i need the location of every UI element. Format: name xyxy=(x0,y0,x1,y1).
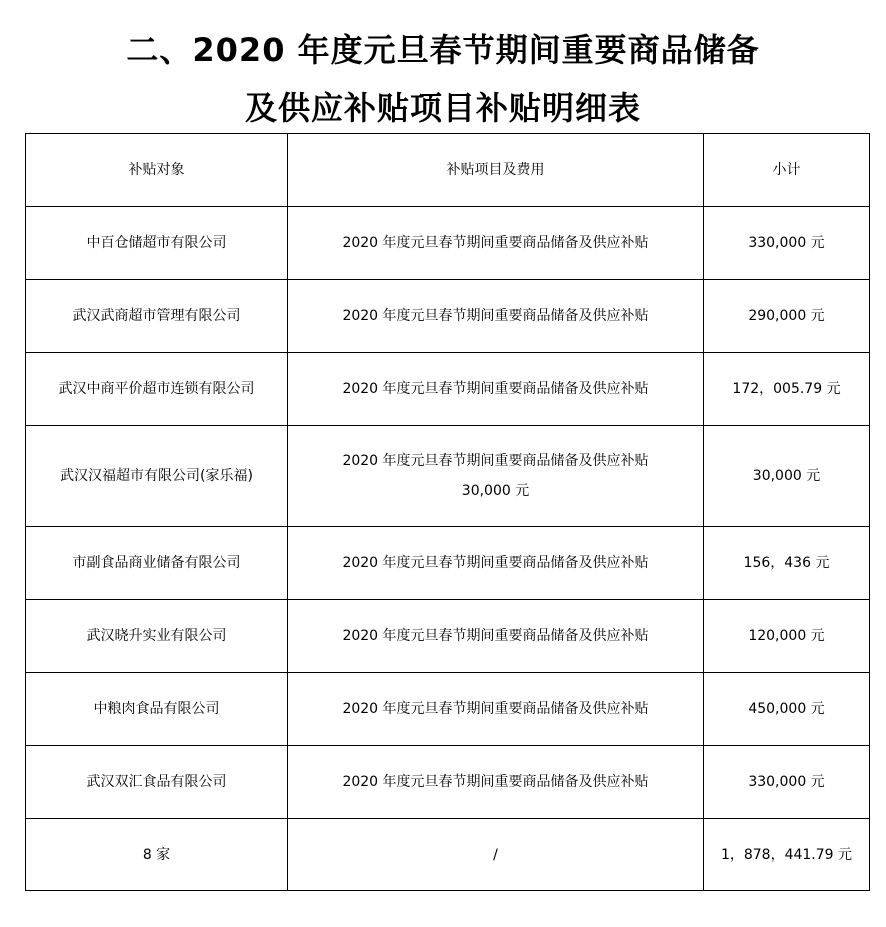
table-row xyxy=(26,426,870,527)
cell-item: 2020 年度元旦春节期间重要商品储备及供应补贴 xyxy=(288,353,704,426)
header-subtotal: 小计 xyxy=(704,134,870,207)
cell-item-text: 2020 年度元旦春节期间重要商品储备及供应补贴 xyxy=(342,453,649,469)
cell-item-amount: 30,000 元 xyxy=(461,483,530,499)
table-row xyxy=(26,600,870,673)
cell-target: 中粮肉食品有限公司 xyxy=(26,673,288,746)
cell-target: 中百仓储超市有限公司 xyxy=(26,207,288,280)
table-row xyxy=(26,673,870,746)
total-item: / xyxy=(288,819,704,891)
cell-subtotal: 30,000 元 xyxy=(704,426,870,527)
table-header-row xyxy=(26,134,870,207)
subsidy-detail-table xyxy=(25,133,870,891)
cell-item: 2020 年度元旦春节期间重要商品储备及供应补贴 xyxy=(288,527,704,600)
cell-target: 武汉汉福超市有限公司(家乐福) xyxy=(26,426,288,527)
table-row xyxy=(26,280,870,353)
cell-subtotal: 156，436 元 xyxy=(704,527,870,600)
cell-item: 2020 年度元旦春节期间重要商品储备及供应补贴 xyxy=(288,673,704,746)
page-title-line-2: 及供应补贴项目补贴明细表 xyxy=(244,89,641,127)
cell-subtotal: 330,000 元 xyxy=(704,207,870,280)
cell-subtotal: 290,000 元 xyxy=(704,280,870,353)
table-row xyxy=(26,527,870,600)
cell-target: 武汉晓升实业有限公司 xyxy=(26,600,288,673)
header-item: 补贴项目及费用 xyxy=(288,134,704,207)
table-row xyxy=(26,207,870,280)
table-row xyxy=(26,353,870,426)
cell-subtotal: 120,000 元 xyxy=(704,600,870,673)
table-row xyxy=(26,746,870,819)
cell-item: 2020 年度元旦春节期间重要商品储备及供应补贴 xyxy=(288,207,704,280)
cell-item: 2020 年度元旦春节期间重要商品储备及供应补贴 xyxy=(288,600,704,673)
table-total-row xyxy=(26,819,870,891)
cell-item xyxy=(288,426,704,527)
cell-target: 市副食品商业储备有限公司 xyxy=(26,527,288,600)
total-target: 8 家 xyxy=(26,819,288,891)
header-target: 补贴对象 xyxy=(26,134,288,207)
page-title-line-1: 二、2020 年度元旦春节期间重要商品储备 xyxy=(126,31,760,69)
total-subtotal: 1，878，441.79 元 xyxy=(704,819,870,891)
cell-target: 武汉双汇食品有限公司 xyxy=(26,746,288,819)
cell-target: 武汉中商平价超市连锁有限公司 xyxy=(26,353,288,426)
cell-target: 武汉武商超市管理有限公司 xyxy=(26,280,288,353)
cell-subtotal: 172，005.79 元 xyxy=(704,353,870,426)
cell-item: 2020 年度元旦春节期间重要商品储备及供应补贴 xyxy=(288,746,704,819)
cell-subtotal: 330,000 元 xyxy=(704,746,870,819)
cell-item: 2020 年度元旦春节期间重要商品储备及供应补贴 xyxy=(288,280,704,353)
cell-subtotal: 450,000 元 xyxy=(704,673,870,746)
